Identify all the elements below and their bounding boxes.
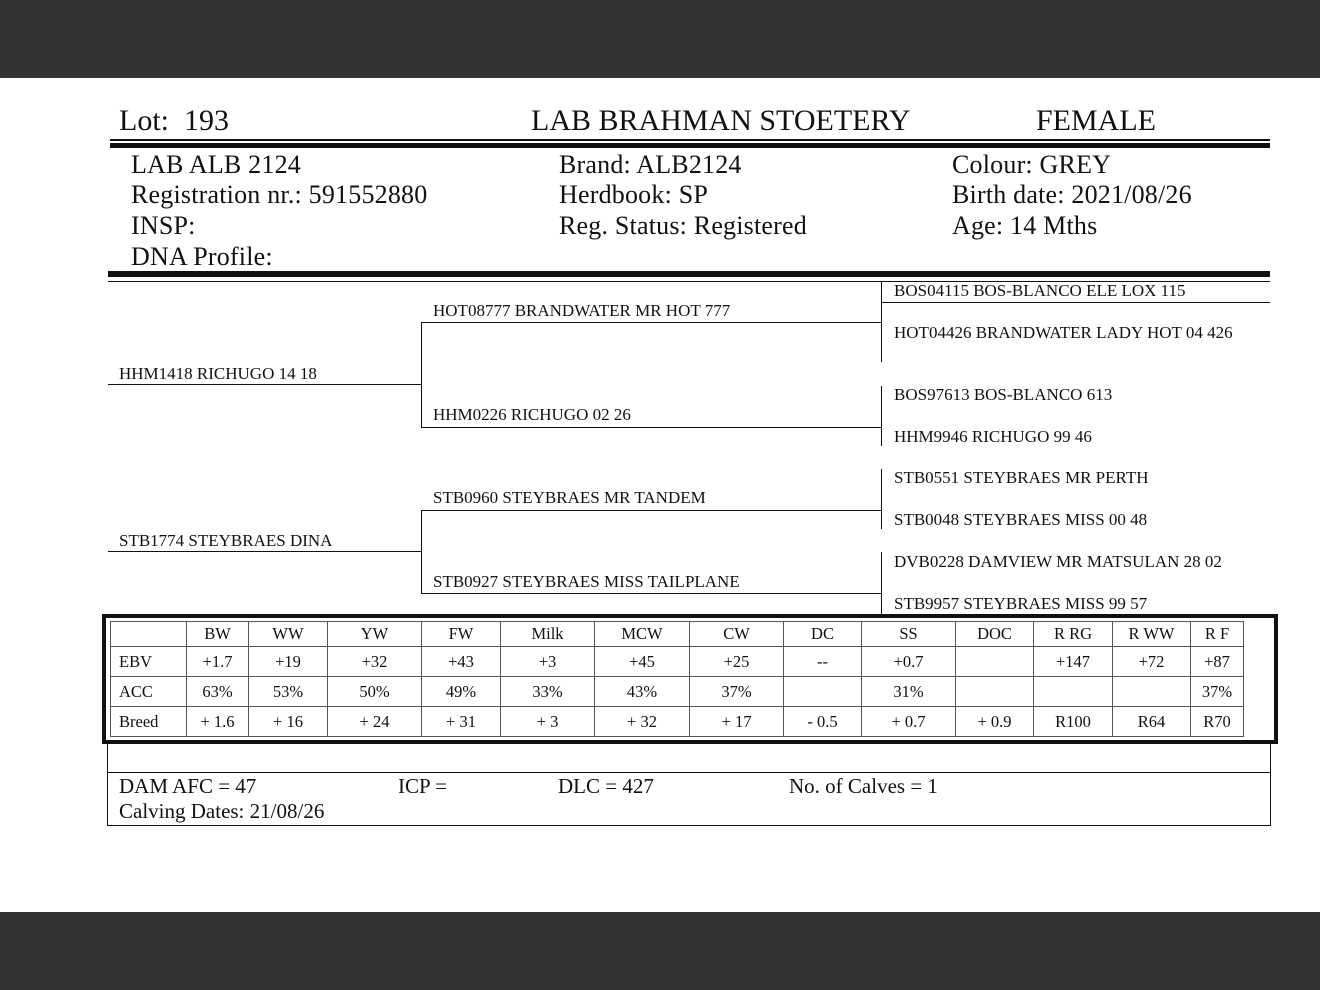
gg-1-line [882,302,1270,303]
pedigree-dam-dam: STB0927 STEYBRAES MISS TAILPLANE [433,572,740,591]
breeder-name: LAB BRAHMAN STOETERY [531,104,911,137]
breed-cell: + 3 [501,707,595,737]
no-of-calves: No. of Calves = 1 [789,774,938,798]
dna-profile-field: DNA Profile: [131,242,273,271]
dam-afc: DAM AFC = 47 [119,774,257,798]
lot-label [119,104,229,138]
acc-cell: 37% [690,677,784,707]
ebv-cell: +45 [595,647,690,677]
breed-row [111,707,1244,737]
herdbook-field: Herdbook: SP [559,180,709,209]
birth-date-field: Birth date: 2021/08/26 [952,180,1192,209]
title-rule-thick [110,143,1270,148]
breed-cell: R64 [1113,707,1191,737]
ebv-header-cell: SS [862,622,956,647]
sire-dam-line [421,427,882,428]
ebv-header-cell: R F [1191,622,1244,647]
breed-cell: R100 [1034,707,1113,737]
ebv-header-cell: R RG [1034,622,1113,647]
dlc: DLC = 427 [558,774,654,798]
ebv-cell: +147 [1034,647,1113,677]
breed-cell: R70 [1191,707,1244,737]
ebv-cell: +72 [1113,647,1191,677]
brand-field: Brand: ALB2124 [559,150,742,179]
pedigree-dam: STB1774 STEYBRAES DINA [119,531,333,550]
pedigree-sire: HHM1418 RICHUGO 14 18 [119,364,317,383]
ebv-cell: +43 [422,647,501,677]
animal-sex: FEMALE [1036,104,1156,137]
ebv-header-cell: BW [187,622,249,647]
pedigree-sire-dam: HHM0226 RICHUGO 02 26 [433,405,631,424]
ebv-row [111,647,1244,677]
gg-bracket-2 [881,386,882,446]
colour-field: Colour: GREY [952,150,1112,179]
dam-bracket [421,510,422,594]
breed-cell: + 0.9 [956,707,1034,737]
sire-line [108,384,422,385]
pedigree-gg-4: HHM9946 RICHUGO 99 46 [894,427,1092,446]
acc-cell: 63% [187,677,249,707]
ebv-header-cell: CW [690,622,784,647]
dam-line [108,551,422,552]
icp: ICP = [398,774,447,798]
insp-field: INSP: [131,211,196,240]
pedigree-dam-sire: STB0960 STEYBRAES MR TANDEM [433,488,706,507]
ebv-header-row [111,622,1244,647]
top-letterbox-bar [0,0,1320,78]
pedigree-gg-3: BOS97613 BOS-BLANCO 613 [894,385,1113,404]
ebv-row-label: EBV [111,647,187,677]
acc-cell: 33% [501,677,595,707]
acc-row [111,677,1244,707]
gg-bracket-3 [881,469,882,529]
gg-bracket-4 [881,552,882,614]
acc-cell: 53% [249,677,328,707]
sire-bracket [421,322,422,428]
lot-label-text: Lot: [119,104,169,137]
ebv-header-cell: Milk [501,622,595,647]
acc-cell: 37% [1191,677,1244,707]
acc-cell: 49% [422,677,501,707]
breed-cell: + 1.6 [187,707,249,737]
acc-cell: 43% [595,677,690,707]
ebv-header-cell: WW [249,622,328,647]
ebv-header-cell: FW [422,622,501,647]
pedigree-gg-2: HOT04426 BRANDWATER LADY HOT 04 426 [894,323,1233,342]
acc-cell: 50% [328,677,422,707]
info-rule-thick [108,271,1270,277]
registration-number: Registration nr.: 591552880 [131,180,428,209]
breed-cell: + 32 [595,707,690,737]
ebv-table [110,621,1244,737]
ebv-header-cell: R WW [1113,622,1191,647]
breed-row-label: Breed [111,707,187,737]
acc-cell [1034,677,1113,707]
ebv-cell: +32 [328,647,422,677]
breed-cell: + 0.7 [862,707,956,737]
pedigree-gg-8: STB9957 STEYBRAES MISS 99 57 [894,594,1148,613]
ebv-header-cell: MCW [595,622,690,647]
acc-cell [784,677,862,707]
footer-divider [108,772,1270,773]
age-field: Age: 14 Mths [952,211,1098,240]
breed-cell: + 17 [690,707,784,737]
acc-row-label: ACC [111,677,187,707]
sire-sire-line [421,322,882,323]
breed-cell: + 24 [328,707,422,737]
animal-name: LAB ALB 2124 [131,150,301,179]
pedigree-sire-sire: HOT08777 BRANDWATER MR HOT 777 [433,301,731,320]
pedigree-gg-5: STB0551 STEYBRAES MR PERTH [894,468,1149,487]
dam-sire-line [421,510,882,511]
ebv-cell [956,647,1034,677]
ebv-cell: -- [784,647,862,677]
ebv-cell: +3 [501,647,595,677]
breed-cell: - 0.5 [784,707,862,737]
bottom-letterbox-bar [0,912,1320,990]
acc-cell [1113,677,1191,707]
ebv-header-cell: YW [328,622,422,647]
ebv-cell: +19 [249,647,328,677]
ebv-header-cell: DOC [956,622,1034,647]
ebv-cell: +1.7 [187,647,249,677]
ebv-cell: +25 [690,647,784,677]
pedigree-gg-7: DVB0228 DAMVIEW MR MATSULAN 28 02 [894,552,1222,571]
pedigree-gg-1: BOS04115 BOS-BLANCO ELE LOX 115 [894,281,1186,300]
title-rule-thin [110,139,1270,141]
breed-cell: + 16 [249,707,328,737]
acc-cell [956,677,1034,707]
reg-status-field: Reg. Status: Registered [559,211,807,240]
acc-cell: 31% [862,677,956,707]
calving-dates: Calving Dates: 21/08/26 [119,799,325,823]
ebv-header-cell: DC [784,622,862,647]
dam-dam-line [421,593,882,594]
ebv-cell: +0.7 [862,647,956,677]
breed-cell: + 31 [422,707,501,737]
pedigree-gg-6: STB0048 STEYBRAES MISS 00 48 [894,510,1148,529]
ebv-header-cell [111,622,187,647]
lot-number: 193 [184,104,229,137]
ebv-cell: +87 [1191,647,1244,677]
gg-bracket-1 [881,282,882,362]
